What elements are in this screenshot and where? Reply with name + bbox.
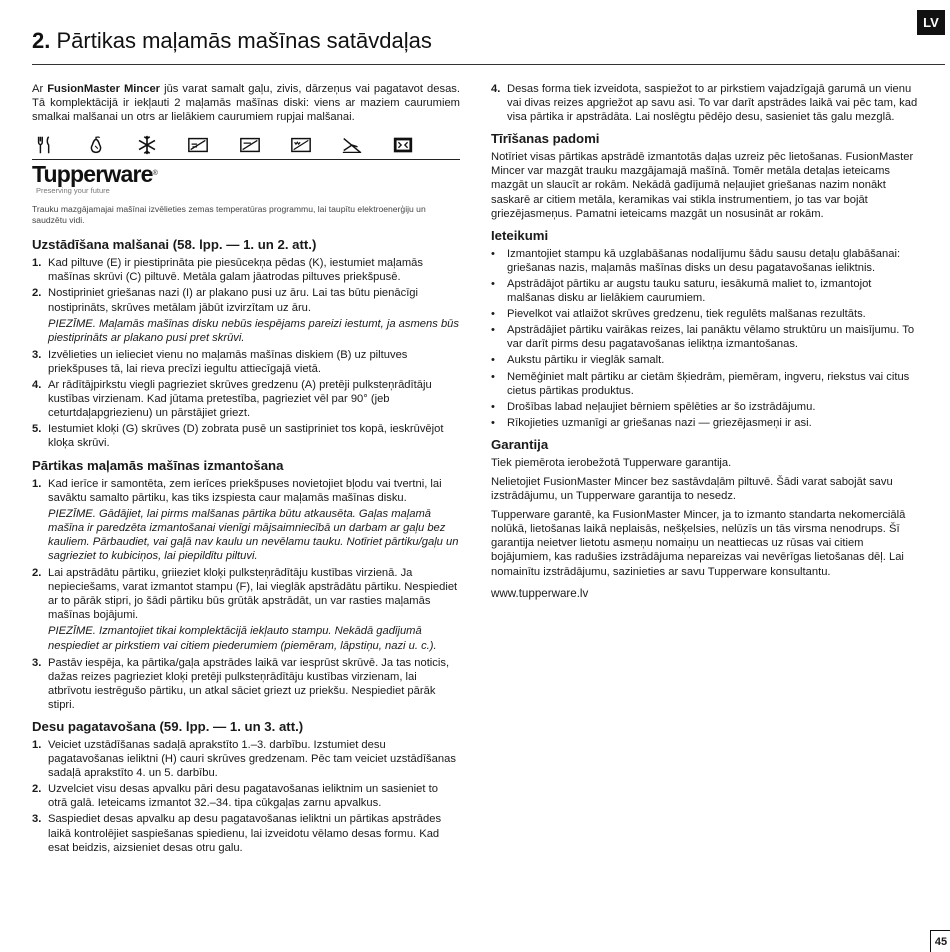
- step-text: Iestumiet kloķi (G) skrūves (D) zobrata pusē un sastipriniet tos kopā, ieskrūvējot kloķa skrūvi.: [48, 423, 444, 450]
- list-item: [491, 307, 918, 321]
- list-item: [32, 256, 460, 284]
- logo-tagline: Preserving your future: [36, 186, 110, 196]
- bullet: •: [491, 400, 495, 413]
- step-note: PIEZĪME. Gādājiet, lai pirms malšanas pārtika būtu atkausēta. Gaļas maļamā mašīna ir paredzēta izmantošanai vienīgi mājsaimniecībā un darbam ar gaļu bez kauliem. Pārbaudiet, vai gaļā nav kaulu un nevēlamu tauku. Notīriet pārtiku/gaļu un sagrieziet to kubiciņos, lai piepildītu piltuvi.: [48, 507, 459, 562]
- intro-prefix: Ar: [32, 83, 48, 95]
- step-text: Ar rādītājpirkstu viegli pagrieziet skrūves gredzenu (A) pretēji pulksteņrādītāju kustības virzienam. Kad jūtama pretestība, pagrieziet vēl par 90° (jeb ceturtdaļapgriezienu) un pārstājiet griezt.: [48, 379, 432, 420]
- list-item: [32, 286, 460, 314]
- cutlery-icon: [34, 134, 56, 156]
- tip-text: Apstrādājiet pārtiku vairākas reizes, lai panāktu vēlamo struktūru un maisījumu. To var darīt pirms desu pagatavošanas ieliktņa izmantošanas.: [507, 324, 915, 351]
- section-heading-sausage: Desu pagatavošana (59. lpp. — 1. un 3. att.): [32, 719, 304, 734]
- right-column: [491, 82, 918, 601]
- section-heading-warranty: Garantija: [491, 436, 549, 452]
- step-note: PIEZĪME. Izmantojiet tikai komplektācijā iekļauto stampu. Nekādā gadījumā nespiediet ar pirkstiem vai citiem piederumiem (piemēram, lāpstiņu, nazi u. c.).: [48, 625, 437, 652]
- list-item: [491, 370, 918, 398]
- list-item: [32, 477, 460, 505]
- section-heading-setup: Uzstādīšana malšanai (58. lpp. — 1. un 2. att.): [32, 237, 317, 253]
- section-heading-usage: Pārtikas maļamās mašīnas izmantošana: [32, 457, 284, 473]
- tip-text: Izmantojiet stampu kā uzglabāšanas nodalījumu šādu sausu detaļu glabāšanai: griešanas nazis, maļamās mašīnas disks un desu pagatavošanas ieliktnis.: [507, 247, 901, 274]
- list-item: [491, 277, 918, 305]
- tip-text: Drošības labad neļaujiet bērniem spēlēties ar šo izstrādājumu.: [507, 400, 816, 413]
- microwave-grill-icon: [290, 134, 312, 156]
- language-badge: LV: [917, 10, 945, 35]
- section-heading-tips: Ieteikumi: [491, 227, 549, 243]
- list-item: [491, 416, 918, 430]
- bullet: •: [491, 370, 495, 383]
- step-text: Pastāv iespēja, ka pārtika/gaļa apstrādes laikā var iesprūst skrūvē. Ja tas noticis, dažas reizes pagrieziet kloķi pretēji pulksteņrādītāju kustības virzienam, lai atbrīvotu iestrēgušo pārtiku, un atkal sāciet griezt uz priekšu. Nespiediet pārāk stipri.: [48, 656, 450, 711]
- step-text: Lai apstrādātu pārtiku, griieziet kloķi pulksteņrādītāju kustības virzienā. Ja nepieciešams, varat izmantot stampu (F), lai vieglāk apstrādātu pārtiku. Nespiediet ar to pārāk stipri, jo šādi pārtiku būs grūtāk apstrādāt, un var rasties maļamās mašīnas bojājumi.: [48, 567, 458, 622]
- bullet: •: [491, 277, 495, 290]
- list-item: [491, 247, 918, 275]
- bullet: •: [491, 324, 495, 337]
- tupperware-logo: [32, 162, 460, 186]
- tip-text: Pievelkot vai atlaižot skrūves gredzenu, tiek regulēts malšanas rezultāts.: [507, 308, 866, 321]
- step-text: Kad piltuve (E) ir piestiprināta pie piesūcekņa pēdas (K), iestumiet maļamās mašīnas skrūvi (C) piltuvē. Metāla galam jāatrodas piltuves priekšpusē.: [48, 257, 423, 284]
- microwave-icon: [239, 134, 261, 156]
- step-number: 4.: [491, 83, 501, 95]
- cleaning-text: Notīriet visas pārtikas apstrādē izmantotās daļas uzreiz pēc lietošanas. FusionMaster Mincer var mazgāt trauku mazgājamajā mašīnā. Tomēr metāla detaļas ieteicams mazgāt un slaucīt ar rokām. Nekādā gadījumā neļaujiet griešanas nazim nonākt saskarē ar citiem metāla, keramikas vai stikla instrumentiem, jo tas var bojāt griezējasmeņus. Pamatni ieteicams mazgāt un nosusināt ar rokām.: [491, 151, 914, 220]
- tip-text: Rīkojieties uzmanīgi ar griešanas nazi — griezējasmeņi ir asi.: [507, 416, 812, 429]
- step-text: Saspiediet desas apvalku ap desu pagatavošanas ieliktni un pārtikas apstrādes laikā kontrolējiet saspiešanas spiedienu, lai izveidotu vēlamo desas formu. Kad esat beidzis, aizsieniet desas otru galu.: [48, 813, 442, 854]
- warranty-paragraph: Tiek piemērota ierobežotā Tupperware garantija.: [491, 456, 732, 469]
- step-number: 1.: [32, 477, 42, 490]
- step-number: 3.: [32, 813, 42, 826]
- intro-paragraph: [32, 82, 460, 124]
- left-column: [32, 82, 460, 857]
- page-title: [32, 28, 910, 54]
- title-number: 2.: [32, 28, 51, 53]
- bullet: •: [491, 416, 495, 429]
- section-heading-cleaning: Tīrīšanas padomi: [491, 131, 600, 147]
- title-text: Pārtikas maļamās mašīnas satāvdaļas: [56, 28, 432, 53]
- step-number: 2.: [32, 287, 42, 300]
- step-number: 3.: [32, 656, 42, 669]
- warranty-paragraph: Tupperware garantē, ka FusionMaster Mincer, ja to izmanto standarta nekomerciālā nolūkā, lietošanas laikā neplaisās, nešķelsies, nelūzīs un tās virsma nenodrups. Šī garantija neietver lietotu asmeņu nomaiņu un neattiecas uz rūsas vai citiem bojājumiem, kas radušies izstrādājuma nepareizas vai nevērīgas lietošanas dēļ. Lai nomainītu izstrādājumu, sazinieties ar savu Tupperware konsultantu.: [491, 509, 906, 578]
- step-number: 1.: [32, 257, 42, 270]
- list-item: [32, 656, 460, 712]
- title-underline: [32, 64, 945, 65]
- intro-product-name: FusionMaster Mincer: [47, 83, 161, 95]
- list-item: [32, 378, 460, 420]
- tip-text: Neměģiniet malt pārtiku ar cietām šķiedrām, piemēram, ingveru, riekstus vai citus cietus pārtikas produktus.: [507, 370, 910, 397]
- step-number: 2.: [32, 783, 42, 796]
- warranty-paragraph: Nelietojiet FusionMaster Mincer bez sastāvdaļām piltuvē. Šādi varat sabojāt savu izstrādājumu, un Tupperware garantija to nesedz.: [491, 475, 893, 503]
- step-number: 5.: [32, 423, 42, 436]
- step-note: PIEZĪME. Maļamās mašīnas disku nebūs iespējams pareizi iestumt, ja asmens būs piestiprināts ar plakano pusi pret skrūvi.: [48, 317, 459, 344]
- step-text: Izvēlieties un ielieciet vienu no maļamās mašīnas diskiem (B) uz piltuves priekšpuses tā, lai rieva precīzi iegultu attiecīgajā vietā.: [48, 348, 408, 375]
- step-text: Uzvelciet visu desas apvalku pāri desu pagatavošanas ieliktnim un sasieniet to otrā galā. Ieteicams izmantot 32.–34. tipa cūkgaļas zarnu apvalkus.: [48, 783, 438, 810]
- tips-list: [491, 247, 918, 430]
- step-number: 1.: [32, 739, 42, 751]
- list-item: [491, 82, 918, 124]
- step-text: Veiciet uzstādīšanas sadaļā aprakstīto 1.–3. darbību. Izstumiet desu pagatavošanas ieliktni (H) cauri skrūves gredzenam. Pēc tam veiciet uzstādīšanas sadaļā aprakstīto 4. un 5. darbību.: [48, 739, 456, 780]
- list-item: [32, 738, 460, 780]
- step-text: Desas forma tiek izveidota, saspiežot to ar pirkstiem vajadzīgajā garumā un vienu vai divas reizes apgriežot ap savu asi. To var darīt apstrādes laikā vai pēc tam, kad visa pārtika ir apstrādāta. Lai noslēgtu pēdējo desu, sasieniet tās galu mezglā.: [507, 83, 918, 124]
- list-item: [32, 812, 460, 854]
- list-item: [491, 323, 918, 351]
- step-number: 3.: [32, 348, 42, 361]
- list-item: [32, 422, 460, 450]
- logo-registered-mark: ®: [152, 170, 158, 178]
- step-number: 4.: [32, 379, 42, 392]
- oven-icon: [392, 134, 414, 156]
- no-knife-icon: [341, 134, 363, 156]
- icons-divider: [32, 159, 460, 160]
- list-item: [491, 353, 918, 367]
- tip-text: Apstrādājot pārtiku ar augstu tauku saturu, iesākumā maliet to, izmantojot malšanas disku ar lielākiem caurumiem.: [507, 277, 872, 305]
- page-number: 45: [930, 930, 950, 952]
- energy-note: Trauku mazgājamajai mašīnai izvēlieties zemas temperatūras programmu, lai taupītu elektroenerģiju un saudzētu vidi.: [32, 204, 426, 226]
- pear-icon: [85, 134, 107, 156]
- bullet: •: [491, 247, 495, 260]
- usage-icons-row: [32, 134, 414, 156]
- step-number: 2.: [32, 567, 42, 580]
- tip-text: Aukstu pārtiku ir vieglāk samalt.: [507, 354, 665, 367]
- step-text: Kad ierīce ir samontēta, zem ierīces priekšpuses novietojiet bļodu vai tvertni, lai savāktu samalto pārtiku, kas tiks izspiesta caur maļamās mašīnas disku.: [48, 477, 442, 504]
- snowflake-icon: [136, 134, 158, 156]
- step-text: Nostipriniet griešanas nazi (I) ar plakano pusi uz āru. Lai tas būtu pienācīgi nostiprināts, skrūves metālam jābūt izvirzītam uz āru.: [48, 287, 419, 314]
- list-item: [32, 566, 460, 622]
- logo-text: Tupperware: [32, 161, 153, 188]
- microwave-defrost-icon: [187, 134, 209, 156]
- list-item: [491, 400, 918, 414]
- bullet: •: [491, 308, 495, 321]
- intro-text: jūs varat samalt gaļu, zivis, dārzeņus vai pagatavot desas. Tā komplektācijā ir iekļauti 2 maļamās mašīnas diski: viens ar maziem caurumiem smalkai malšanai un otrs ar lielākiem caurumiem rupjai malšanai.: [32, 83, 460, 124]
- bullet: •: [491, 354, 495, 367]
- list-item: [32, 348, 460, 376]
- list-item: [32, 782, 460, 810]
- website-url: www.tupperware.lv: [491, 586, 589, 600]
